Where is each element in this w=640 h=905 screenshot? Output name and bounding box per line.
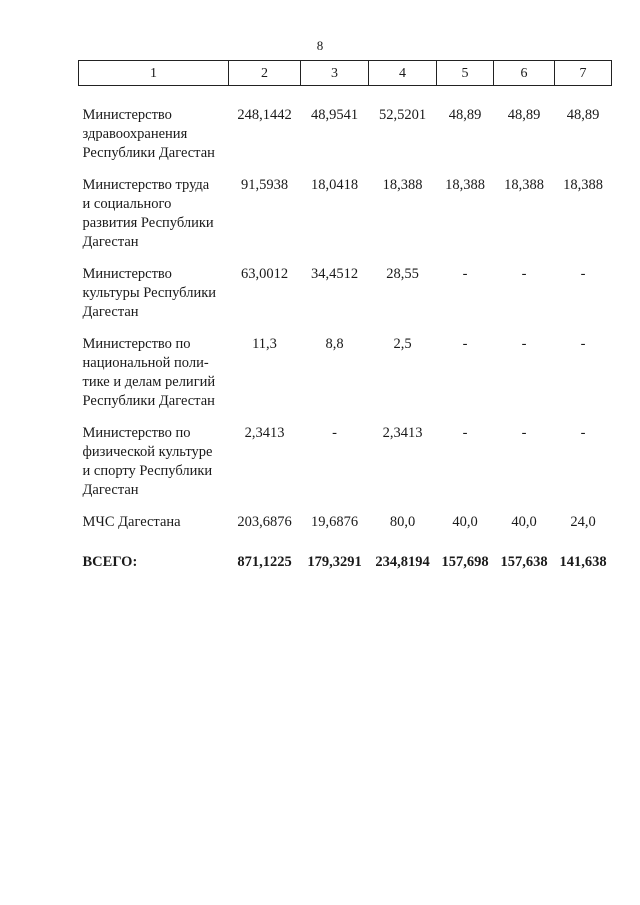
total-value-col-4: 234,8194 xyxy=(375,554,430,570)
row-value-col-6: 40,0 xyxy=(511,514,537,530)
organization-name-line: Дагестан xyxy=(82,482,139,498)
table-row xyxy=(79,513,612,545)
row-organization-name xyxy=(79,265,229,335)
row-organization-name xyxy=(79,424,229,513)
row-value-col-5: 40,0 xyxy=(452,514,478,530)
organization-name-line: Министерство труда xyxy=(82,177,210,193)
table-row xyxy=(79,424,612,513)
row-organization-name xyxy=(79,335,229,424)
organization-name-line: здравоохранения xyxy=(82,126,188,142)
total-value-col-7: 141,638 xyxy=(559,554,607,570)
row-value-col-2: 248,1442 xyxy=(237,107,292,123)
row-value-col-3: - xyxy=(332,425,337,441)
row-value-col-4: 18,388 xyxy=(382,177,423,193)
table-row xyxy=(79,106,612,176)
organization-name-line: и спорту Республики xyxy=(82,463,213,479)
total-row xyxy=(79,545,612,572)
organization-name-line: и социального xyxy=(82,196,172,212)
organization-name-line: национальной поли- xyxy=(82,355,209,371)
row-value-col-6: 48,89 xyxy=(507,107,541,123)
row-value-col-6: - xyxy=(521,336,527,352)
table-row xyxy=(79,176,612,265)
organization-name-line: Министерство по xyxy=(82,336,191,352)
row-value-col-7: 18,388 xyxy=(563,177,603,193)
row-value-col-7: 48,89 xyxy=(566,107,600,123)
row-value-col-3: 19,6876 xyxy=(310,514,359,530)
row-value-col-4: 28,55 xyxy=(386,266,419,282)
row-value-col-2: 91,5938 xyxy=(240,177,289,193)
organization-name-line: Дагестан xyxy=(82,304,139,320)
organization-name-line: Республики Дагестан xyxy=(82,145,215,161)
header-col-3: 3 xyxy=(301,61,369,86)
row-value-col-7: - xyxy=(580,425,586,441)
budget-table xyxy=(78,60,612,572)
header-col-7: 7 xyxy=(555,61,612,86)
organization-name-line: Министерство по xyxy=(82,425,191,441)
row-organization-name xyxy=(79,106,229,176)
page-number: 8 xyxy=(316,38,324,53)
table-body xyxy=(79,86,612,573)
row-value-col-5: - xyxy=(462,425,468,441)
row-value-col-7: - xyxy=(580,266,586,282)
row-value-col-4: 80,0 xyxy=(389,514,416,530)
row-value-col-2: 203,6876 xyxy=(237,514,292,530)
row-organization-name xyxy=(79,176,229,265)
total-value-col-3: 179,3291 xyxy=(307,554,362,570)
row-value-col-7: 24,0 xyxy=(570,514,596,530)
row-value-col-6: - xyxy=(521,266,527,282)
row-value-col-2: 2,3413 xyxy=(244,425,285,441)
row-organization-name xyxy=(79,513,229,545)
row-value-col-5: - xyxy=(462,336,468,352)
organization-name-line: Республики Дагестан xyxy=(82,393,215,409)
header-col-5: 5 xyxy=(437,61,494,86)
organization-name-line: Министерство xyxy=(82,266,172,282)
organization-name-line: культуры Республики xyxy=(82,285,217,301)
organization-name-line: МЧС Дагестана xyxy=(82,514,181,530)
organization-name-line: Министерство xyxy=(82,107,172,123)
organization-name-line: тике и делам религий xyxy=(82,374,216,390)
row-value-col-6: 18,388 xyxy=(504,177,544,193)
row-value-col-3: 48,9541 xyxy=(310,107,359,123)
table-row xyxy=(79,265,612,335)
total-label: ВСЕГО: xyxy=(82,554,138,570)
header-col-6: 6 xyxy=(494,61,555,86)
row-value-col-4: 52,5201 xyxy=(378,107,427,123)
table-header xyxy=(79,61,612,86)
row-value-col-3: 18,0418 xyxy=(310,177,359,193)
row-value-col-6: - xyxy=(521,425,527,441)
row-value-col-3: 8,8 xyxy=(325,336,344,352)
total-value-col-2: 871,1225 xyxy=(237,554,292,570)
total-value-col-6: 157,638 xyxy=(500,554,548,570)
table-row xyxy=(79,335,612,424)
header-col-4: 4 xyxy=(369,61,437,86)
row-value-col-5: 18,388 xyxy=(445,177,485,193)
organization-name-line: Дагестан xyxy=(82,234,139,250)
row-value-col-4: 2,5 xyxy=(393,336,412,352)
row-value-col-5: - xyxy=(462,266,468,282)
row-value-col-2: 11,3 xyxy=(252,336,277,352)
row-value-col-2: 63,0012 xyxy=(240,266,289,282)
row-value-col-5: 48,89 xyxy=(448,107,482,123)
header-col-2: 2 xyxy=(229,61,301,86)
row-value-col-7: - xyxy=(580,336,586,352)
organization-name-line: физической культуре xyxy=(82,444,213,460)
header-col-1: 1 xyxy=(79,61,229,86)
row-value-col-4: 2,3413 xyxy=(382,425,423,441)
total-value-col-5: 157,698 xyxy=(441,554,489,570)
organization-name-line: развития Республики xyxy=(82,215,214,231)
row-value-col-3: 34,4512 xyxy=(310,266,359,282)
